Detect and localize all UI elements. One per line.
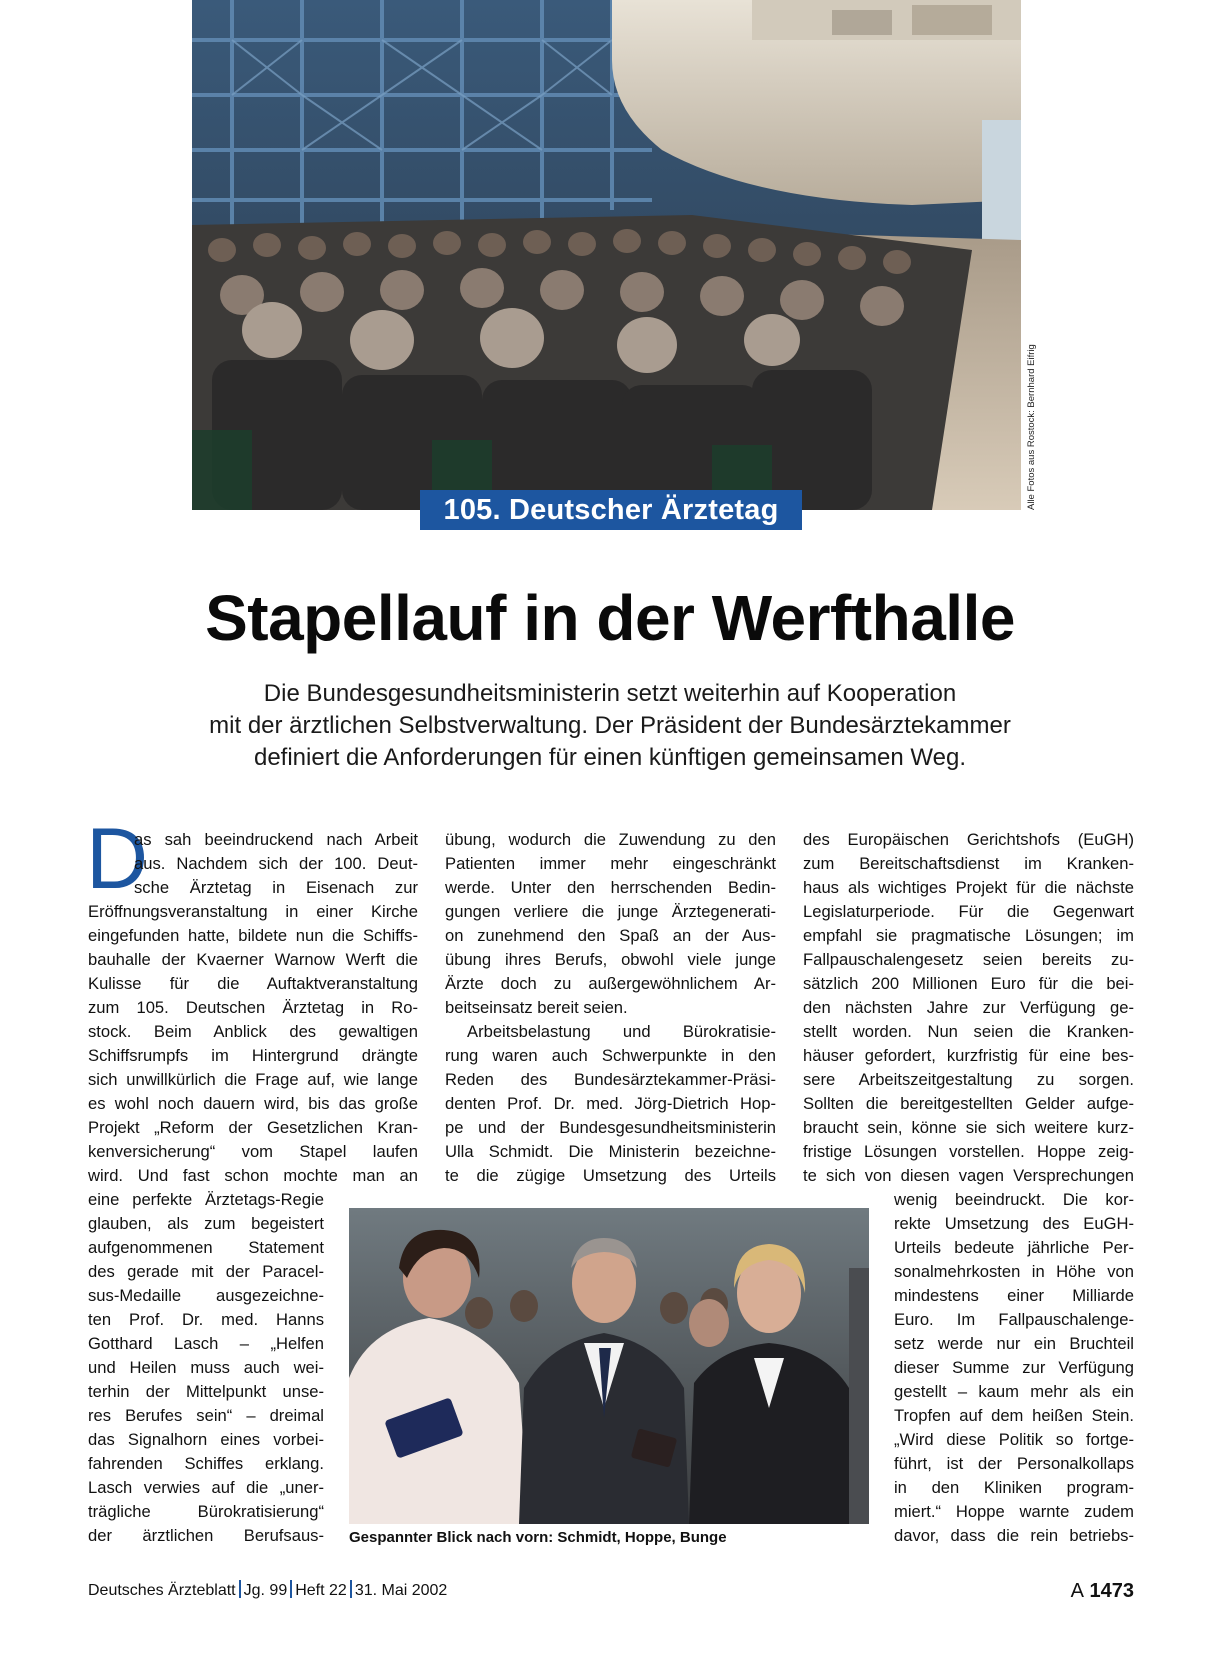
- text-line: es wohl noch dauern wird, bis das große: [88, 1094, 418, 1113]
- text-line: Urteils bedeute jährliche Per-: [894, 1238, 1134, 1257]
- text-line: des Europäischen Gerichtshofs (EuGH): [803, 830, 1134, 849]
- text-line: sonalmehrkosten in Höhe von: [894, 1262, 1134, 1281]
- text-line: davor, dass die rein betriebs-: [894, 1526, 1134, 1545]
- section-banner: 105. Deutscher Ärztetag: [420, 490, 802, 530]
- text-line: Fallpauschalengesetz seien bereits zu-: [803, 950, 1134, 969]
- text-line: sere Arbeitszeitgestaltung zu sorgen.: [803, 1070, 1134, 1089]
- text-line: Tropfen auf dem heißen Stein.: [894, 1406, 1134, 1425]
- text-line: wird. Und fast schon mochte man an: [88, 1166, 418, 1185]
- text-line: denten Prof. Dr. med. Jörg-Dietrich Hop-: [445, 1094, 776, 1113]
- text-line: in den Kliniken program-: [894, 1478, 1134, 1497]
- page-footer: [88, 1578, 1134, 1604]
- column-3: [803, 828, 1134, 1188]
- text-line: fahrenden Schiffes erklang.: [88, 1454, 324, 1473]
- text-line: führt, ist der Personalkollaps: [894, 1454, 1134, 1473]
- article-lead: [150, 678, 1070, 774]
- text-line: mindestens einer Milliarde: [894, 1286, 1134, 1305]
- photo-credit: Alle Fotos aus Rostock: Bernhard Eifrig: [1026, 344, 1037, 510]
- text-line: te die zügige Umsetzung des Urteils: [445, 1166, 776, 1185]
- text-line: eingefunden hatte, bildete nun die Schiffs-: [88, 926, 418, 945]
- text-line: übung, wodurch die Zuwendung zu den: [445, 830, 776, 849]
- text-line: res Berufes sein“ – dreimal: [88, 1406, 324, 1425]
- text-line: Euro. Im Fallpauschalenge-: [894, 1310, 1134, 1329]
- text-line: das Signalhorn eines vorbei-: [88, 1430, 324, 1449]
- text-line: miert.“ Hoppe warnte zudem: [894, 1502, 1134, 1521]
- text-line: Eröffnungsveranstaltung in einer Kirche: [88, 902, 418, 921]
- text-line: Ulla Schmidt. Die Ministerin bezeichne-: [445, 1142, 776, 1161]
- text-line: Arbeitsbelastung und Bürokratisie-: [467, 1022, 776, 1041]
- journal-volume: Jg. 99: [243, 1582, 288, 1599]
- text-line: stellt worden. Nun seien die Kranken-: [803, 1022, 1134, 1041]
- text-line: Gotthard Lasch – „Helfen: [88, 1334, 324, 1353]
- text-line: werde. Unter den herrschenden Bedin-: [445, 878, 776, 897]
- text-line: as sah beeindruckend nach Arbeit: [134, 830, 418, 849]
- text-line: kenversicherung“ vom Stapel laufen: [88, 1142, 418, 1161]
- text-line: „Wird diese Politik so fortge-: [894, 1430, 1134, 1449]
- text-line: haus als wichtiges Projekt für die nächste: [803, 878, 1134, 897]
- text-line: wenig beeindruckt. Die kor-: [894, 1190, 1134, 1209]
- text-line: fristige Lösungen vorstellen. Hoppe zeig-: [803, 1142, 1134, 1161]
- text-line: aufgenommenen Statement: [88, 1238, 324, 1257]
- text-line: übung ihres Berufs, obwohl viele junge: [445, 950, 776, 969]
- photo-caption: Gespannter Blick nach vorn: Schmidt, Hoppe, Bunge: [349, 1529, 727, 1546]
- text-line: Lasch verwies auf die „uner-: [88, 1478, 324, 1497]
- text-line: sus-Medaille ausgezeichne-: [88, 1286, 324, 1305]
- text-line: on zunehmend den Spaß an der Aus-: [445, 926, 776, 945]
- footer-citation: [88, 1578, 1134, 1604]
- lead-line: definiert die Anforderungen für einen künftigen gemeinsamen Weg.: [253, 744, 967, 771]
- article-headline: Stapellauf in der Werfthalle: [205, 582, 1015, 654]
- text-line: gestellt – kaum mehr als ein: [894, 1382, 1134, 1401]
- text-line: den nächsten Jahre zur Verfügung ge-: [803, 998, 1134, 1017]
- text-line: pe und der Bundesgesundheitsministerin: [445, 1118, 776, 1137]
- text-line: zum Bereitschaftsdienst im Kranken-: [803, 854, 1134, 873]
- text-line: glauben, als zum begeistert: [88, 1214, 324, 1233]
- footer-separator: [290, 1580, 292, 1598]
- journal-issue: Heft 22: [295, 1582, 347, 1599]
- text-line: gungen verliere die junge Ärztegenerati-: [445, 902, 776, 921]
- text-line: te sich von diesen vagen Versprechungen: [803, 1166, 1134, 1185]
- text-line: rekte Umsetzung des EuGH-: [894, 1214, 1134, 1233]
- drop-cap: D: [86, 811, 149, 907]
- text-line: Reden des Bundesärztekammer-Präsi-: [445, 1070, 776, 1089]
- text-line: sche Ärztetag in Eisenach zur: [134, 878, 418, 897]
- text-line: terhin der Mittelpunkt unse-: [88, 1382, 324, 1401]
- article-photo: [349, 1208, 869, 1524]
- text-line: der ärztlichen Berufsaus-: [88, 1526, 324, 1545]
- journal-name: Deutsches Ärzteblatt: [88, 1582, 236, 1599]
- column-1-continued: [88, 1188, 324, 1548]
- column-1: [88, 828, 418, 1188]
- page-prefix: A: [1070, 1580, 1084, 1602]
- text-line: des gerade mit der Paracel-: [88, 1262, 324, 1281]
- column-3-continued: [894, 1188, 1134, 1548]
- text-line: rung waren auch Schwerpunkte in den: [445, 1046, 776, 1065]
- footer-separator: [239, 1580, 241, 1598]
- text-line: empfahl sie pragmatische Lösungen; im: [803, 926, 1134, 945]
- issue-date: 31. Mai 2002: [354, 1582, 448, 1599]
- text-line: häuser gefordert, kurzfristig für eine bes-: [803, 1046, 1134, 1065]
- text-line: ten Prof. Dr. med. Hanns: [88, 1310, 324, 1329]
- lead-line: Die Bundesgesundheitsministerin setzt weiterhin auf Kooperation: [263, 680, 957, 707]
- text-line: Legislaturperiode. Für die Gegenwart: [803, 902, 1134, 921]
- text-line: Ärzte doch zu außergewöhnlichem Ar-: [445, 974, 776, 993]
- text-line: dieser Summe zur Verfügung: [894, 1358, 1134, 1377]
- text-line: Projekt „Reform der Gesetzlichen Kran-: [88, 1118, 418, 1137]
- text-line: Sollten die bereitgestellten Gelder aufge-: [803, 1094, 1134, 1113]
- header-photo: [192, 0, 1021, 510]
- text-line: Patienten immer mehr eingeschränkt: [445, 854, 776, 873]
- text-line: braucht sein, könne sie sich weitere kurz-: [803, 1118, 1134, 1137]
- text-line: bauhalle der Kvaerner Warnow Werft die: [88, 950, 418, 969]
- text-line: sich unwillkürlich die Frage auf, wie lange: [88, 1070, 418, 1089]
- text-line: Kulisse für die Auftaktveranstaltung: [88, 974, 418, 993]
- text-line: setz werde nur ein Bruchteil: [894, 1334, 1134, 1353]
- text-line: und Heilen muss auch wei-: [88, 1358, 324, 1377]
- lead-line: mit der ärztlichen Selbstverwaltung. Der Präsident der Bundesärztekammer: [209, 712, 1011, 739]
- text-line: sätzlich 200 Millionen Euro für die bei-: [803, 974, 1134, 993]
- text-line: trägliche Bürokratisierung“: [88, 1502, 324, 1521]
- page-number-value: 1473: [1089, 1580, 1134, 1602]
- page-number: [1071, 1578, 1134, 1604]
- text-line: beitseinsatz bereit seien.: [445, 998, 628, 1017]
- text-line: zum 105. Deutschen Ärztetag in Ro-: [88, 998, 418, 1017]
- text-line: aus. Nachdem sich der 100. Deut-: [134, 854, 418, 873]
- text-line: stock. Beim Anblick des gewaltigen: [88, 1022, 418, 1041]
- text-line: eine perfekte Ärztetags-Regie: [88, 1190, 324, 1209]
- column-2: [445, 828, 776, 1188]
- footer-separator: [350, 1580, 352, 1598]
- text-line: Schiffsrumpfs im Hintergrund drängte: [88, 1046, 418, 1065]
